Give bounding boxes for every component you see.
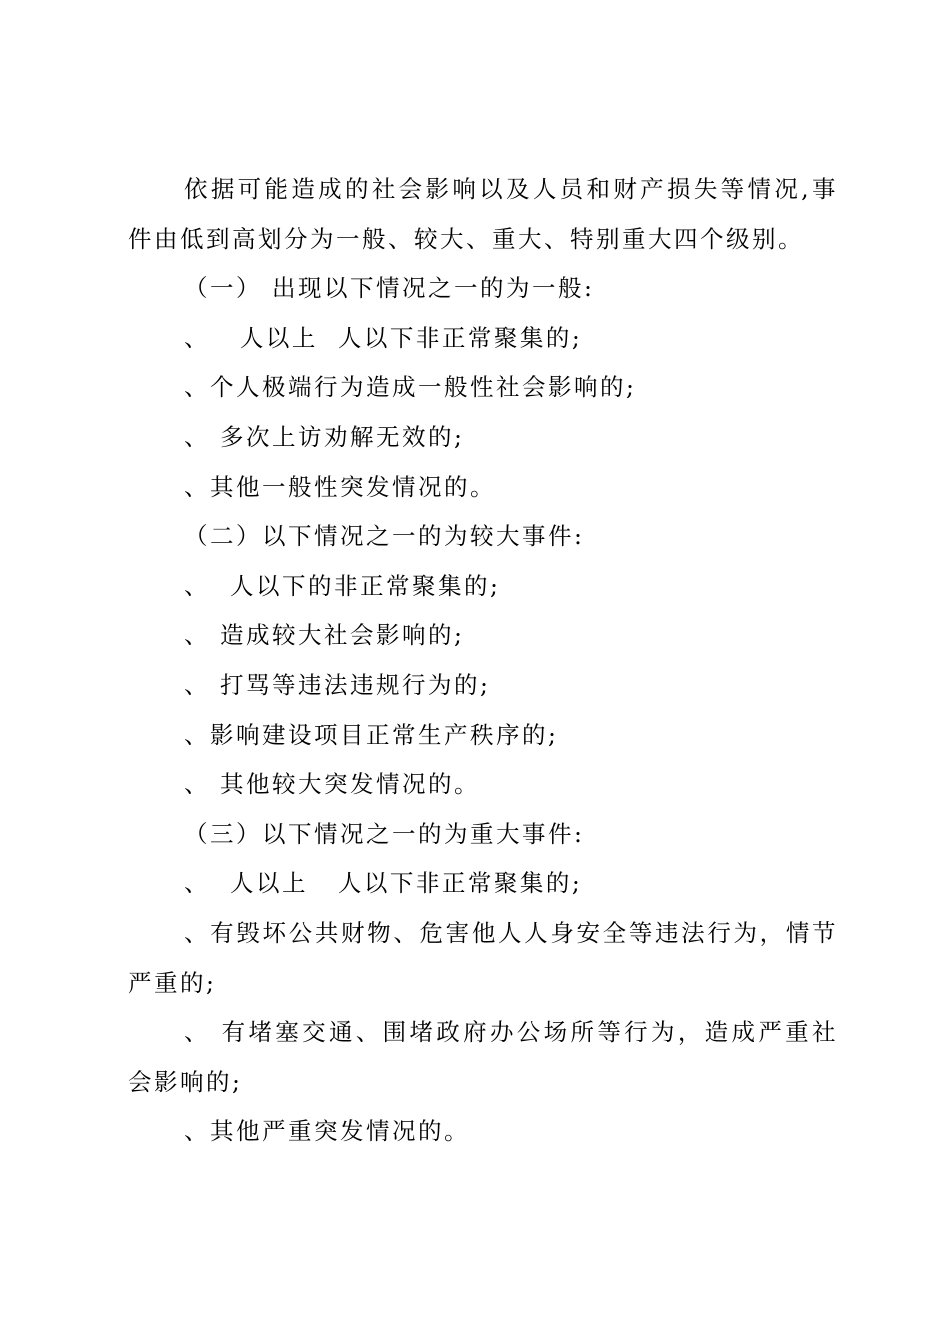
section-2-heading: （二）以下情况之一的为较大事件: xyxy=(184,522,585,551)
intro-paragraph: 依据可能造成的社会影响以及人员和财产损失等情况,事件由低到高划分为一般、较大、重大、特别重大四个级别。 xyxy=(128,175,838,253)
section-3-item-3: 、 有堵塞交通、围堵政府办公场所等行为，造成严重社会影响的; xyxy=(128,1018,838,1096)
section-2-item-5: 、 其他较大突发情况的。 xyxy=(184,770,480,799)
section-2-item-4: 、影响建设项目正常生产秩序的; xyxy=(184,720,559,749)
section-1-item-3: 、 多次上访劝解无效的; xyxy=(184,422,465,451)
section-3-item-1: 、 人以上 人以下非正常聚集的; xyxy=(184,869,583,898)
section-2-item-2: 、 造成较大社会影响的; xyxy=(184,621,465,650)
section-1-heading: （一） 出现以下情况之一的为一般: xyxy=(184,274,595,303)
document-body xyxy=(128,165,838,1157)
section-1-item-4: 、其他一般性突发情况的。 xyxy=(184,472,496,501)
section-1-item-2: 、个人极端行为造成一般性社会影响的; xyxy=(184,373,637,402)
section-3-item-4: 、其他严重突发情况的。 xyxy=(184,1117,470,1146)
section-1-item-1: 、 人以上 人以下非正常聚集的; xyxy=(184,323,583,352)
section-2-item-1: 、 人以下的非正常聚集的; xyxy=(184,571,501,600)
section-3-item-2: 、有毁坏公共财物、危害他人人身安全等违法行为，情节严重的; xyxy=(128,918,838,997)
section-2-item-3: 、 打骂等违法违规行为的; xyxy=(184,670,491,699)
section-3-heading: （三）以下情况之一的为重大事件: xyxy=(184,819,585,848)
